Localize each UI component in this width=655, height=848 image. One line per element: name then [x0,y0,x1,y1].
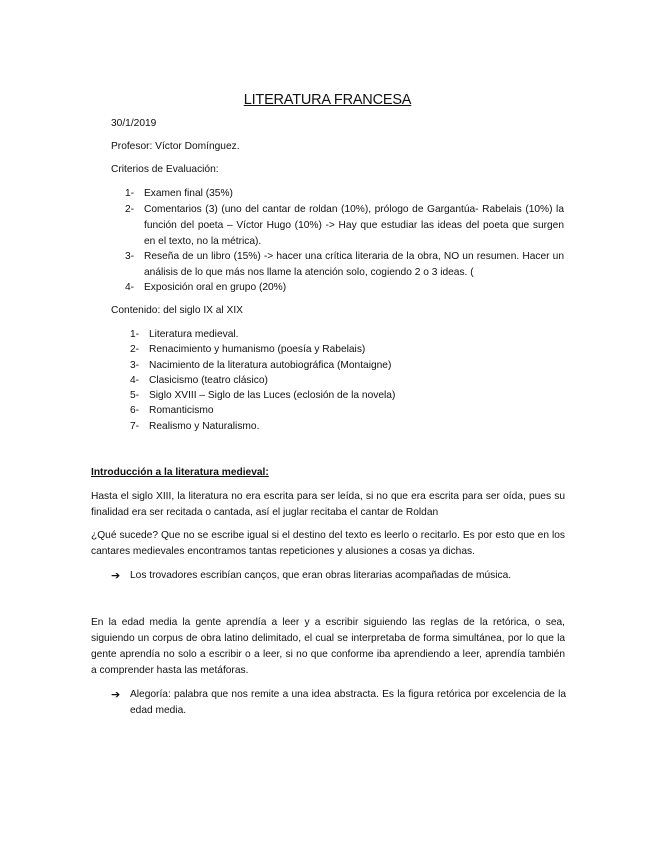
intro-heading: Introducción a la literatura medieval: [91,467,269,478]
date-line: 30/1/2019 [111,118,157,129]
contents-item-number: 5- [130,390,140,401]
contents-item [130,358,430,374]
paragraph-1: Hasta el siglo XIII, la literatura no era escrita para ser leída, si no que era escrita para ser oída, pues su finalidad era ser recitada o cantada, así el juglar recitaba el cantar de Roldan [91,491,565,518]
criteria-item [125,280,565,296]
criteria-item-number: 2- [125,204,135,215]
criteria-item-number: 4- [125,282,135,293]
contents-item [130,419,430,435]
contents-item-text: Literatura medieval. [149,329,239,340]
criteria-item-text: Reseña de un libro (15%) -> hacer una crítica literaria de la obra, NO un resumen. Hacer un análisis de lo que más nos llame la atención solo, cogiendo 2 o 3 ideas. ( [144,251,564,278]
contents-item [130,327,430,343]
criteria-item-text: Examen final (35%) [144,188,233,199]
contents-item [130,342,430,358]
contents-item-number: 1- [130,329,140,340]
paragraph-2: ¿Qué sucede? Que no se escribe igual si el destino del texto es leerlo o recitarlo. Es por esto que en los cantares medievales encontramos tantas repeticiones y alusiones a cosas ya dichas. [91,530,565,557]
professor-line: Profesor: Víctor Domínguez. [111,141,240,152]
paragraph-3: En la edad media la gente aprendía a leer y a escribir siguiendo las reglas de la retórica, o sea, siguiendo un corpus de obra latino delimitado, el cual se interpretaba de forma simultánea, por lo que la gente aprendía no solo a escribir o a leer, si no que conforme iba aprendiendo a leer, aprendía también a comprender hasta las metáforas. [91,617,565,676]
arrow-right-icon: ➔ [111,570,121,582]
contents-item-number: 3- [130,360,140,371]
contents-item-text: Clasicismo (teatro clásico) [149,375,268,386]
contents-item [130,403,430,419]
criteria-item-number: 3- [125,251,135,262]
contents-item-number: 4- [130,375,140,386]
contents-heading: Contenido: del siglo IX al XIX [111,305,243,316]
contents-item-text: Romanticismo [149,405,214,416]
criteria-item-number: 1- [125,188,135,199]
bullet-item [111,687,566,719]
contents-item-number: 2- [130,344,140,355]
contents-item-text: Nacimiento de la literatura autobiográfica (Montaigne) [149,360,392,371]
contents-item-text: Siglo XVIII – Siglo de las Luces (eclosión de la novela) [149,390,396,401]
contents-item-text: Renacimiento y humanismo (poesía y Rabelais) [149,344,366,355]
arrow-right-icon: ➔ [111,689,121,701]
bullet-text: Los trovadores escribían canços, que eran obras literarias acompañadas de música. [130,570,512,581]
contents-item [130,388,430,404]
criteria-item [125,186,565,202]
criteria-item [125,249,565,281]
contents-item-text: Realismo y Naturalismo. [149,421,260,432]
criteria-item-text: Exposición oral en grupo (20%) [144,282,287,293]
criteria-item [125,202,565,250]
contents-item-number: 6- [130,405,140,416]
criteria-item-text: Comentarios (3) (uno del cantar de roldan (10%), prólogo de Gargantúa- Rabelais (10%) la función del poeta – Víctor Hugo (10%) -> Hay que estudiar las ideas del poeta que surgen en el texto, no la métrica). [144,204,564,247]
contents-item-number: 7- [130,421,140,432]
bullet-item [111,568,566,584]
document-title: LITERATURA FRANCESA [243,92,412,108]
bullet-text: Alegoría: palabra que nos remite a una idea abstracta. Es la figura retórica por excelencia de la edad media. [130,689,566,716]
contents-item [130,373,430,389]
criteria-heading: Criterios de Evaluación: [111,164,219,175]
